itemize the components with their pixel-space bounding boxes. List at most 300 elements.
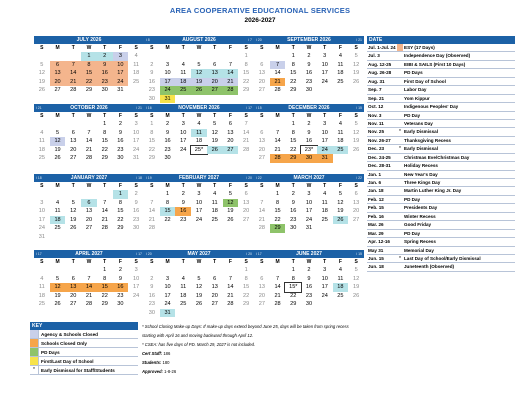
day-cell: 15 — [81, 69, 97, 78]
month-header — [144, 36, 254, 44]
weekday-label: M — [275, 45, 280, 51]
date-value: Mar. 29 — [368, 230, 384, 236]
key-row — [30, 357, 138, 366]
day-cell: 28 — [70, 87, 77, 93]
date-event: Thanksgiving Recess — [404, 137, 451, 143]
empty-day — [50, 120, 66, 129]
date-event: Memorial Day — [404, 247, 434, 253]
weekday-label: W — [86, 45, 92, 51]
date-row — [367, 137, 515, 145]
day-cell: 2 — [166, 121, 170, 127]
date-event: PD Days — [404, 70, 423, 76]
day-cell: 9 — [307, 275, 311, 282]
weekday-header — [34, 182, 144, 190]
day-cell: 10 — [164, 70, 171, 76]
day-cell: 15* — [285, 283, 301, 292]
day-cell: 24 — [164, 301, 171, 307]
weekday-label: F — [338, 183, 342, 189]
students-count: Students: 180 — [142, 360, 170, 365]
day-cell: 27 — [70, 155, 77, 161]
date-value: Feb. 12 — [368, 196, 384, 202]
day-cell: 29 — [285, 154, 301, 163]
date-value: Jan. 1 — [368, 171, 382, 177]
day-cell: 5 — [40, 61, 44, 68]
weekday-label: T — [291, 113, 295, 119]
weekday-label: T — [103, 259, 107, 265]
day-cell: 8 — [276, 199, 280, 206]
day-cell: 9 — [166, 129, 170, 136]
day-cell: 21 — [227, 292, 234, 299]
day-cell: 8 — [291, 275, 295, 282]
weekday-label: S — [244, 45, 248, 51]
day-cell: 25 — [337, 78, 344, 85]
day-cell: 17 — [38, 216, 45, 223]
month-days-right: i 17 — [136, 252, 142, 256]
day-cell: 3 — [166, 61, 170, 68]
day-cell: 6 — [260, 129, 264, 136]
empty-day — [254, 52, 270, 61]
date-row — [367, 103, 515, 111]
date-row — [367, 230, 515, 238]
empty-day — [65, 52, 81, 61]
month-header — [144, 250, 254, 258]
day-cell: 17 — [321, 138, 328, 144]
day-cell: 29 — [290, 87, 297, 93]
day-cell: 18 — [133, 70, 140, 76]
month-header — [254, 250, 364, 258]
month-header — [34, 174, 144, 182]
day-cell: 12 — [223, 199, 239, 208]
day-cell: 5 — [56, 275, 60, 282]
empty-day — [81, 120, 97, 129]
weekday-label: T — [103, 45, 107, 51]
date-event: PD Day — [404, 112, 421, 118]
day-cell: 20 — [85, 216, 93, 223]
day-grid — [34, 120, 144, 163]
day-cell: 22 — [290, 78, 297, 85]
day-cell: 10 — [321, 275, 328, 282]
day-cell: 13 — [207, 69, 223, 78]
day-cell: 30 — [117, 155, 124, 161]
day-cell: 17 — [305, 208, 313, 214]
day-cell: 10 — [38, 208, 45, 214]
day-cell: 19 — [54, 146, 61, 153]
date-row — [367, 213, 515, 221]
month-days-right: i 22 — [356, 176, 362, 180]
day-cell: 18 — [211, 208, 218, 214]
day-cell: 18 — [195, 138, 203, 144]
day-grid — [144, 266, 254, 317]
day-cell: 11 — [180, 284, 187, 290]
day-cell: 27 — [258, 301, 265, 307]
month-name: OCTOBER 2026 — [70, 105, 108, 111]
day-cell: 2 — [134, 191, 138, 197]
day-cell: 7 — [276, 275, 280, 282]
day-cell: 17 — [113, 69, 129, 78]
weekday-label: T — [291, 183, 295, 189]
empty-day — [191, 52, 207, 61]
day-cell: 5 — [354, 121, 358, 127]
empty-day — [270, 120, 286, 129]
empty-day — [50, 52, 66, 61]
day-cell: 7 — [276, 129, 280, 136]
day-cell: 16 — [305, 138, 313, 144]
weekday-label: S — [260, 183, 264, 189]
date-row — [367, 86, 515, 94]
day-cell: 22 — [117, 216, 124, 223]
day-cell: 17 — [164, 292, 171, 299]
month-september-2026 — [254, 36, 364, 95]
key-row — [30, 339, 138, 348]
day-cell: 11 — [211, 199, 218, 206]
day-cell: 18 — [321, 208, 328, 214]
day-cell: 13 — [258, 138, 265, 144]
day-grid — [254, 190, 364, 233]
empty-day — [191, 266, 207, 275]
date-value: Nov. 26-27 — [368, 137, 391, 143]
month-name: NOVEMBER 2026 — [178, 105, 220, 111]
day-cell: 26 — [353, 146, 360, 153]
day-cell: 16 — [305, 284, 313, 290]
day-cell: 19 — [195, 292, 203, 299]
date-marker: * — [399, 129, 401, 136]
day-cell: 8 — [244, 61, 248, 68]
empty-day — [81, 190, 97, 199]
weekday-label: T — [181, 259, 185, 265]
day-cell: 21 — [148, 216, 155, 223]
day-cell: 16 — [164, 138, 171, 144]
day-cell: 5 — [354, 53, 358, 59]
date-row — [367, 61, 515, 69]
month-header — [144, 174, 254, 182]
date-event: Three Kings Day — [404, 180, 441, 185]
day-cell: 18 — [50, 216, 66, 225]
date-value: Nov. 11 — [368, 120, 384, 126]
date-value: Aug. 12-25 — [368, 61, 392, 67]
day-cell: 31 — [160, 95, 176, 104]
day-cell: 28 — [85, 155, 93, 161]
day-cell: 20 — [211, 292, 218, 299]
month-days-right: i 20 — [246, 252, 252, 256]
weekday-label: T — [213, 113, 217, 119]
day-cell: 9 — [181, 199, 185, 206]
weekday-label: M — [55, 259, 60, 265]
day-cell: 6 — [213, 61, 217, 68]
weekday-label: F — [338, 113, 342, 119]
day-cell: 27 — [54, 87, 61, 93]
day-cell: 27 — [211, 301, 218, 307]
day-cell: 29 — [85, 87, 93, 93]
day-cell: 20 — [258, 146, 265, 153]
month-days-left: i 19 — [146, 176, 152, 180]
weekday-header — [144, 182, 254, 190]
month-june-2027 — [254, 250, 364, 309]
day-cell: 11 — [38, 138, 45, 144]
day-cell: 10 — [164, 284, 171, 290]
empty-day — [34, 120, 50, 129]
day-cell: 15 — [243, 70, 250, 76]
weekday-label: T — [323, 113, 327, 119]
weekday-label: M — [55, 183, 60, 189]
day-cell: 7 — [228, 61, 232, 68]
day-cell: 2 — [118, 267, 122, 273]
empty-day — [65, 266, 81, 275]
day-cell: 18 — [38, 292, 45, 299]
day-cell: 29 — [101, 155, 108, 161]
day-cell: 14 — [227, 284, 234, 290]
empty-day — [160, 52, 176, 61]
day-cell: 8 — [81, 61, 97, 70]
day-cell: 2 — [118, 121, 122, 127]
day-cell: 6 — [260, 61, 264, 68]
month-april-2027 — [34, 250, 144, 309]
month-november-2026 — [144, 104, 254, 163]
date-event: ESY (17 Days) — [404, 45, 435, 50]
date-value: Jul. 3 — [368, 53, 380, 59]
day-cell: 6 — [260, 275, 264, 282]
date-row — [367, 238, 515, 246]
date-event: Indigenous Peoples' Day — [404, 104, 459, 110]
day-cell: 10 — [195, 199, 203, 206]
month-name: FEBRUARY 2027 — [178, 175, 219, 181]
day-cell: 1 — [291, 53, 295, 59]
day-cell: 18 — [180, 292, 187, 299]
day-cell: 21 — [101, 216, 108, 223]
day-cell: 20 — [70, 292, 77, 299]
note-makeup: * School Closing Make-up Days: If make-up days extend beyond June 25, days will be taken from spring recess — [142, 324, 349, 329]
day-cell: 23 — [148, 301, 155, 307]
day-cell: 3 — [166, 275, 170, 282]
date-row — [367, 112, 515, 120]
weekday-header — [34, 258, 144, 266]
empty-day — [160, 266, 176, 275]
day-cell: 17 — [160, 78, 176, 87]
day-cell: 28 — [148, 225, 155, 231]
day-cell: 10 — [113, 61, 129, 70]
day-cell: 24 — [113, 78, 129, 87]
weekday-label: M — [165, 259, 170, 265]
weekday-label: T — [323, 183, 327, 189]
weekday-label: S — [150, 183, 154, 189]
weekday-label: S — [134, 183, 138, 189]
empty-day — [144, 52, 160, 61]
day-cell: 27 — [70, 301, 77, 307]
weekday-label: T — [103, 113, 107, 119]
month-july-2026 — [34, 36, 144, 95]
day-cell: 10 — [321, 61, 328, 68]
day-cell: 8 — [291, 61, 295, 68]
date-value: Dec. 23 — [368, 146, 385, 152]
date-value: Aug. 26-28 — [368, 70, 392, 76]
day-cell: 8 — [291, 129, 295, 136]
day-cell: 13 — [227, 129, 234, 136]
day-cell: 28 — [223, 86, 239, 95]
month-days-left: i 17 — [36, 252, 42, 256]
month-days-left: i 20 — [146, 252, 152, 256]
key-swatch — [30, 339, 39, 347]
day-cell: 9 — [118, 129, 122, 136]
month-days-left: i 15 — [256, 106, 262, 110]
day-cell: 6 — [244, 191, 248, 197]
weekday-label: M — [55, 45, 60, 51]
day-cell: 14 — [274, 70, 281, 76]
weekday-label: S — [260, 113, 264, 119]
day-cell: 2 — [307, 53, 311, 59]
day-cell: 12 — [50, 283, 66, 292]
day-cell: 3 — [134, 121, 138, 127]
month-days-left: i 18 — [36, 176, 42, 180]
date-event: Spring Recess — [404, 239, 436, 245]
day-cell: 22 — [243, 78, 250, 85]
day-cell: 3 — [181, 121, 185, 127]
day-cell: 4 — [197, 121, 201, 127]
weekday-label: M — [275, 113, 280, 119]
day-cell: 3 — [134, 267, 138, 273]
day-cell: 30 — [117, 301, 124, 307]
key-swatch — [30, 348, 39, 356]
day-cell: 29 — [101, 301, 108, 307]
day-cell: 24 — [133, 146, 140, 153]
date-row — [367, 52, 515, 60]
day-cell: 29 — [290, 301, 297, 307]
date-row — [367, 263, 515, 271]
weekday-label: T — [71, 113, 75, 119]
weekday-label: F — [118, 45, 122, 51]
weekday-label: W — [86, 259, 92, 265]
date-row — [367, 179, 515, 187]
day-grid — [34, 190, 144, 241]
date-value: Sep. 7 — [368, 87, 382, 93]
day-cell: 30 — [305, 301, 313, 307]
date-value: Jun. 15 — [368, 255, 384, 261]
day-cell: 23 — [305, 78, 313, 85]
day-cell: 11 — [337, 275, 344, 282]
weekday-label: T — [213, 183, 217, 189]
weekday-label: S — [244, 113, 248, 119]
day-cell: 18 — [337, 138, 344, 144]
date-value: Jan. 18 — [368, 188, 384, 194]
day-cell: 24 — [133, 292, 140, 299]
day-cell: 1 — [244, 53, 248, 59]
day-cell: 14 — [274, 138, 281, 144]
day-cell: 26 — [54, 301, 61, 307]
day-cell: 15 — [290, 138, 297, 144]
day-cell: 4 — [40, 275, 44, 282]
day-cell: 2 — [291, 191, 295, 197]
day-cell: 28 — [101, 225, 108, 231]
day-cell: 17 — [133, 284, 140, 290]
month-days-right: i 21 — [136, 106, 142, 110]
empty-day — [65, 120, 81, 129]
weekday-label: S — [244, 259, 248, 265]
day-cell: 31 — [160, 309, 176, 318]
day-cell: 27 — [223, 146, 239, 155]
day-cell: 26 — [195, 301, 203, 307]
day-cell: 5 — [228, 191, 232, 197]
month-name: JULY 2026 — [76, 37, 102, 43]
weekday-label: W — [306, 45, 312, 51]
weekday-label: W — [196, 45, 202, 51]
day-cell: 1 — [103, 121, 107, 127]
weekday-label: M — [165, 45, 170, 51]
weekday-label: T — [71, 259, 75, 265]
date-event: Early Dismissal — [404, 129, 438, 135]
day-cell: 20 — [207, 78, 223, 87]
month-name: APRIL 2027 — [75, 251, 103, 257]
day-cell: 17 — [195, 208, 203, 214]
day-cell: 5 — [56, 129, 60, 136]
day-cell: 16 — [117, 138, 124, 144]
month-header — [34, 36, 144, 44]
date-row — [367, 44, 515, 52]
day-cell: 19 — [353, 284, 360, 290]
day-cell: 11 — [337, 61, 344, 68]
empty-day — [50, 190, 66, 199]
day-grid — [144, 120, 254, 163]
month-header — [254, 174, 364, 182]
day-cell: 13 — [258, 284, 265, 290]
weekday-label: W — [196, 259, 202, 265]
weekday-label: W — [196, 113, 202, 119]
month-days-left: i 17 — [256, 252, 262, 256]
weekday-label: W — [306, 113, 312, 119]
day-cell: 5 — [354, 267, 358, 273]
day-cell: 19 — [211, 138, 218, 144]
day-cell: 17 — [180, 138, 187, 144]
day-cell: 27 — [353, 216, 360, 223]
date-row — [367, 120, 515, 128]
empty-day — [223, 266, 239, 275]
day-cell: 24 — [38, 225, 45, 231]
weekday-label: F — [228, 183, 232, 189]
weekday-label: F — [118, 113, 122, 119]
key-label: Agency & Schools Closed — [41, 332, 98, 337]
empty-day — [34, 190, 50, 199]
day-cell: 22 — [81, 78, 97, 87]
day-cell: 12 — [337, 199, 344, 206]
month-days-right: i 20 — [246, 176, 252, 180]
day-cell: 21 — [270, 78, 286, 87]
day-cell: 3 — [113, 52, 129, 61]
day-cell: 16 — [113, 283, 129, 292]
date-row — [367, 221, 515, 229]
day-cell: 13 — [85, 208, 93, 214]
day-cell: 7 — [228, 275, 232, 282]
day-cell: 18 — [333, 283, 349, 292]
day-cell: 25 — [333, 146, 349, 155]
day-cell: 26 — [70, 225, 77, 231]
day-cell: 11 — [180, 70, 187, 76]
day-cell: 1 — [103, 267, 107, 273]
date-value: Jun. 18 — [368, 264, 384, 270]
day-cell: 23 — [164, 146, 171, 153]
day-cell: 7 — [150, 199, 154, 206]
weekday-header — [34, 112, 144, 120]
empty-day — [65, 190, 81, 199]
day-cell: 12 — [191, 69, 207, 78]
day-cell: 28 — [270, 154, 286, 163]
day-cell: 28 — [258, 225, 265, 231]
key-label: PD Days — [41, 350, 60, 355]
day-grid — [144, 190, 254, 233]
day-cell: 25 — [133, 78, 140, 85]
day-cell: 13 — [50, 69, 66, 78]
key-swatch — [30, 357, 39, 365]
day-cell: 30 — [305, 87, 313, 93]
day-cell: 12 — [50, 137, 66, 146]
day-cell: 1 — [81, 52, 97, 61]
day-cell: 20 — [258, 292, 265, 299]
